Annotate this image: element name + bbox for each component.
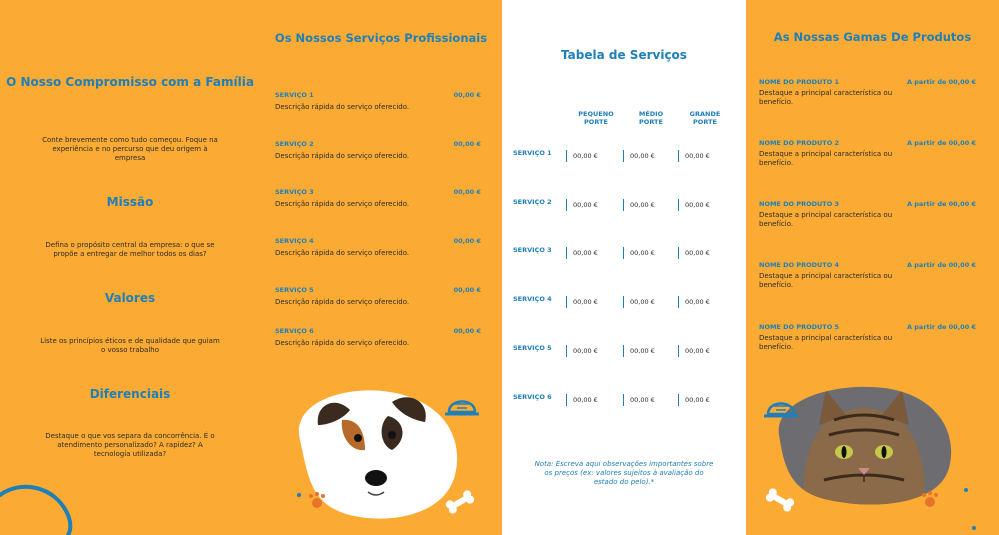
product-price: A partir de 00,00 € — [906, 261, 976, 269]
table-cell-price: 00,00 € — [678, 150, 710, 162]
service-desc: Descrição rápida do serviço oferecido. — [275, 339, 410, 347]
service-price: 00,00 € — [453, 91, 481, 99]
values-text: Liste os princípios éticos e de qualidade que guiam o vosso trabalho — [40, 337, 220, 354]
product-desc: Destaque a principal característica ou benefício. — [759, 272, 893, 289]
table-row-label: SERVIÇO 6 — [513, 392, 552, 401]
product-item — [759, 200, 976, 229]
column-header-medium: MÉDIO PORTE — [638, 110, 664, 126]
service-item — [275, 188, 481, 208]
table-cell-price: 00,00 € — [678, 247, 710, 259]
table-title: Tabela de Serviços — [561, 48, 687, 62]
product-name: NOME DO PRODUTO 5 — [759, 323, 840, 331]
service-price: 00,00 € — [453, 286, 481, 294]
commitment-text: Conte brevemente como tudo começou. Foque na experiência e no percurso que deu origem à empresa — [42, 136, 218, 162]
bone-icon — [442, 488, 478, 516]
service-item — [275, 91, 481, 111]
table-cell-price: 00,00 € — [623, 199, 655, 211]
product-desc: Destaque a principal característica ou benefício. — [759, 211, 893, 228]
product-price: A partir de 00,00 € — [906, 139, 976, 147]
commitment-title: O Nosso Compromisso com a Família — [6, 75, 254, 89]
product-item — [759, 323, 976, 352]
product-item — [759, 78, 976, 107]
price-note: Nota: Escreva aqui observações importantes sobre os preços (ex: valores sujeitos à avaliação do estado do pelo).* — [534, 460, 714, 486]
panel-price-table — [502, 0, 746, 535]
service-desc: Descrição rápida do serviço oferecido. — [275, 249, 410, 257]
differentials-text: Destaque o que vos separa da concorrência. É o atendimento personalizado? A rapidez? A tecnologia utilizada? — [45, 432, 215, 458]
panel-services — [260, 0, 502, 535]
table-cell-price: 00,00 € — [678, 296, 710, 308]
table-cell-price: 00,00 € — [678, 345, 710, 357]
product-desc: Destaque a principal característica ou benefício. — [759, 334, 893, 351]
table-cell-price: 00,00 € — [623, 150, 655, 162]
panel-products — [746, 0, 999, 535]
decorative-wave-icon — [0, 470, 90, 535]
service-item — [275, 237, 481, 257]
table-cell-price: 00,00 € — [678, 394, 710, 406]
service-price: 00,00 € — [453, 327, 481, 335]
service-name: SERVIÇO 1 — [275, 91, 314, 99]
table-cell-price: 00,00 € — [566, 247, 598, 259]
table-row-label: SERVIÇO 4 — [513, 295, 552, 304]
values-title: Valores — [104, 291, 156, 305]
table-row-label: SERVIÇO 2 — [513, 197, 552, 206]
table-cell-price: 00,00 € — [566, 150, 598, 162]
product-name: NOME DO PRODUTO 1 — [759, 78, 840, 86]
table-cell-price: 00,00 € — [566, 296, 598, 308]
product-name: NOME DO PRODUTO 2 — [759, 139, 840, 147]
table-row-label: SERVIÇO 3 — [513, 246, 552, 255]
service-price: 00,00 € — [453, 140, 481, 148]
service-price: 00,00 € — [453, 188, 481, 196]
service-name: SERVIÇO 2 — [275, 140, 314, 148]
service-desc: Descrição rápida do serviço oferecido. — [275, 152, 410, 160]
service-name: SERVIÇO 3 — [275, 188, 314, 196]
pet-hat-icon — [764, 392, 798, 422]
table-cell-price: 00,00 € — [623, 394, 655, 406]
mission-title: Missão — [106, 195, 154, 209]
product-item — [759, 261, 976, 290]
product-name: NOME DO PRODUTO 3 — [759, 200, 840, 208]
products-title: As Nossas Gamas De Produtos — [773, 30, 972, 44]
service-name: SERVIÇO 5 — [275, 286, 314, 294]
paw-icon — [918, 480, 978, 530]
table-cell-price: 00,00 € — [678, 199, 710, 211]
service-item — [275, 140, 481, 160]
product-desc: Destaque a principal característica ou benefício. — [759, 89, 893, 106]
table-row-label: SERVIÇO 1 — [513, 149, 552, 157]
column-header-small: PEQUENO PORTE — [578, 110, 614, 126]
product-price: A partir de 00,00 € — [906, 78, 976, 86]
service-item — [275, 286, 481, 306]
service-name: SERVIÇO 6 — [275, 327, 314, 335]
differentials-title: Diferenciais — [89, 387, 171, 401]
table-cell-price: 00,00 € — [566, 199, 598, 211]
mission-text: Defina o propósito central da empresa: o que se propõe a entregar de melhor todos os dias? — [45, 241, 215, 258]
service-desc: Descrição rápida do serviço oferecido. — [275, 298, 410, 306]
column-header-large: GRANDE PORTE — [689, 110, 721, 126]
bone-icon — [762, 486, 798, 514]
product-name: NOME DO PRODUTO 4 — [759, 261, 840, 269]
product-price: A partir de 00,00 € — [906, 200, 976, 208]
paw-icon — [295, 485, 335, 515]
product-desc: Destaque a principal característica ou benefício. — [759, 150, 893, 167]
services-title: Os Nossos Serviços Profissionais — [274, 31, 488, 45]
service-price: 00,00 € — [453, 237, 481, 245]
service-name: SERVIÇO 4 — [275, 237, 314, 245]
panel-about — [0, 0, 260, 535]
service-desc: Descrição rápida do serviço oferecido. — [275, 200, 410, 208]
table-cell-price: 00,00 € — [566, 394, 598, 406]
table-cell-price: 00,00 € — [623, 247, 655, 259]
table-row-label: SERVIÇO 5 — [513, 343, 552, 352]
table-cell-price: 00,00 € — [623, 345, 655, 357]
product-item — [759, 139, 976, 168]
table-cell-price: 00,00 € — [623, 296, 655, 308]
product-price: A partir de 00,00 € — [906, 323, 976, 331]
table-cell-price: 00,00 € — [566, 345, 598, 357]
service-item — [275, 327, 481, 347]
service-desc: Descrição rápida do serviço oferecido. — [275, 103, 410, 111]
pet-hat-icon — [445, 390, 479, 420]
